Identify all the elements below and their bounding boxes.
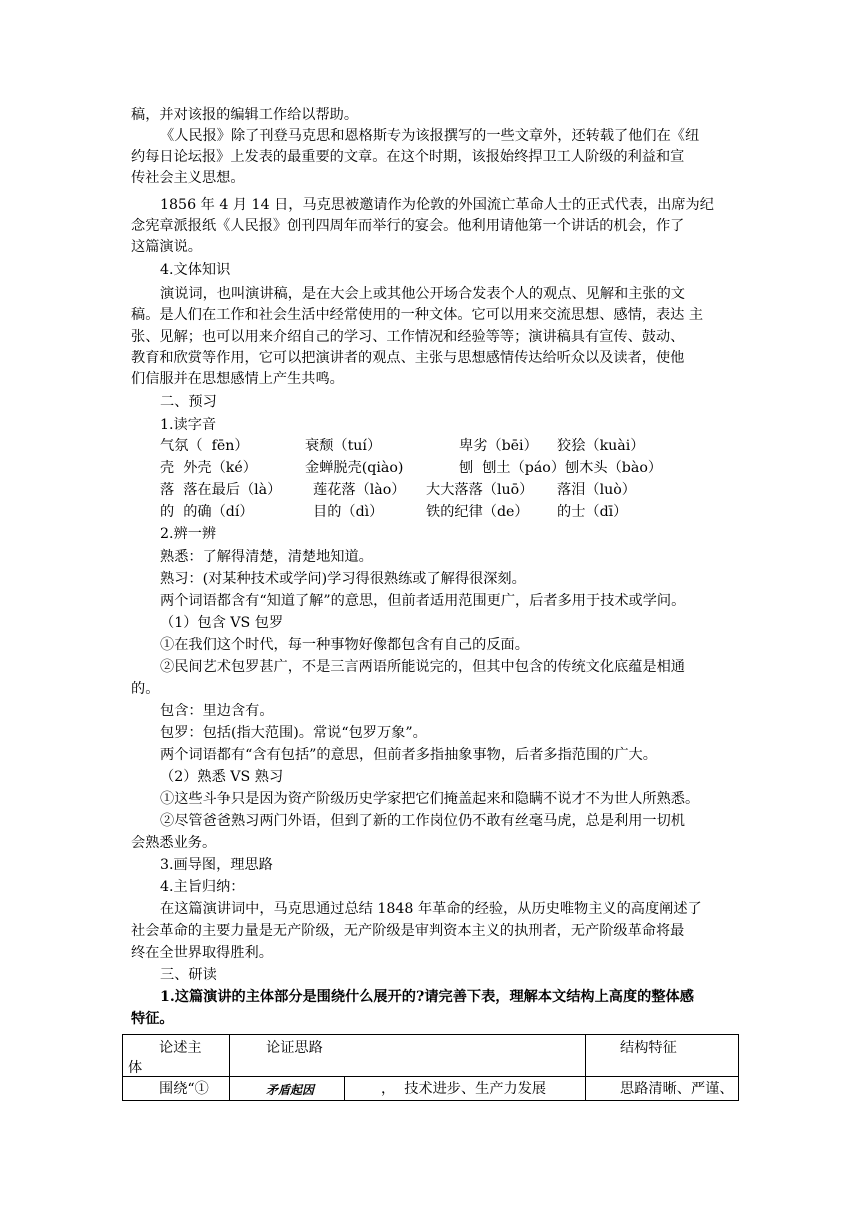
pronunciation-row bbox=[0, 458, 860, 478]
text-line: 教育和欣赏等作用，它可以把演讲者的观点、主张与思想感情传达给听众以及读者，使他 bbox=[131, 350, 685, 366]
text-line: 3.画导图，理思路 bbox=[160, 857, 273, 873]
text-line: 2.辨一辨 bbox=[160, 526, 217, 542]
table-cell-cause bbox=[230, 1077, 345, 1101]
text-line: 传社会主义思想。 bbox=[131, 170, 245, 186]
pronunciation-item: 壳 外壳（ké） bbox=[160, 460, 257, 476]
text-line: 包罗：包括(指大范围)。常说“包罗万象”。 bbox=[160, 725, 427, 741]
text-line: 稿，并对该报的编辑工作给以帮助。 bbox=[131, 107, 359, 123]
pronunciation-item: 金蝉脱壳(qiào) bbox=[305, 460, 404, 476]
text-line: 1856 年 4 月 14 日，马克思被邀请作为伦敦的外国流亡革命人士的正式代表，出席为纪 bbox=[160, 197, 714, 213]
table-header-reasoning bbox=[230, 1035, 586, 1077]
table-header-reasoning-label: 论证思路 bbox=[266, 1040, 323, 1056]
pronunciation-item: 卑劣（bēi） bbox=[459, 438, 538, 454]
text-line: 熟习：(对某种技术或学问)学习得很熟练或了解得很深刻。 bbox=[160, 571, 526, 587]
text-line: 念宪章派报纸《人民报》创刊四周年而举行的宴会。他利用请他第一个讲话的机会，作了 bbox=[131, 218, 685, 234]
text-line: 们信服并在思想感情上产生共鸣。 bbox=[131, 371, 344, 387]
text-line: 社会革命的主要力量是无产阶级，无产阶级是审判资本主义的执刑者，无产阶级革命将最 bbox=[131, 923, 685, 939]
analysis-table bbox=[122, 1034, 739, 1101]
text-line: ①这些斗争只是因为资产阶级历史学家把它们掩盖起来和隐瞒不说才不为世人所熟悉。 bbox=[160, 791, 700, 807]
pronunciation-row bbox=[0, 502, 860, 522]
text-line: 这篇演说。 bbox=[131, 239, 202, 255]
table-cell-structure-text: 思路清晰、严谨、 bbox=[620, 1081, 734, 1097]
pronunciation-item: 衰颓（tuí） bbox=[305, 438, 382, 454]
text-line: 演说词，也叫演讲稿，是在大会上或其他公开场合发表个人的观点、见解和主张的文 bbox=[160, 286, 685, 302]
text-line: 1.这篇演讲的主体部分是围绕什么展开的?请完善下表，理解本文结构上高度的整体感 bbox=[160, 989, 694, 1005]
text-line: 熟悉：了解得清楚，清楚地知道。 bbox=[160, 549, 373, 565]
text-line: 稿。是人们在工作和社会生活中经常使用的一种文体。它可以用来交流思想、感情，表达 主 bbox=[131, 307, 704, 323]
table-header-structure bbox=[586, 1035, 739, 1077]
text-line: ②尽管爸爸熟习两门外语，但到了新的工作岗位仍不敢有丝毫马虎，总是利用一切机 bbox=[160, 813, 685, 829]
table-header-structure-label: 结构特征 bbox=[620, 1040, 677, 1056]
table-cell-subject-text: 围绕“① bbox=[159, 1081, 209, 1097]
text-line: （1）包含 VS 包罗 bbox=[160, 615, 284, 631]
pronunciation-item: 的士（dī） bbox=[557, 504, 628, 520]
text-line: 4.文体知识 bbox=[160, 262, 231, 278]
text-line: 二、预习 bbox=[160, 394, 217, 410]
table-header-subject bbox=[123, 1035, 230, 1077]
text-line: ①在我们这个时代，每一种事物好像都包含有自己的反面。 bbox=[160, 637, 529, 653]
text-line: 终在全世界取得胜利。 bbox=[131, 945, 273, 961]
pronunciation-item: 落 落在最后（là） bbox=[160, 482, 282, 498]
text-line: （2）熟悉 VS 熟习 bbox=[160, 769, 284, 785]
text-line: 两个词语都含有“知道了解”的意思，但前者适用范围更广，后者多用于技术或学问。 bbox=[160, 593, 686, 609]
text-line: 《人民报》除了刊登马克思和恩格斯专为该报撰写的一些文章外，还转载了他们在《纽 bbox=[160, 128, 700, 144]
pronunciation-item: 目的（dì） bbox=[313, 504, 384, 520]
pronunciation-row bbox=[0, 480, 860, 500]
pronunciation-item: 落泪（luò） bbox=[557, 482, 636, 498]
text-line: 两个词语都有“含有包括”的意思，但前者多指抽象事物，后者多指范围的广大。 bbox=[160, 747, 657, 763]
text-line: 特征。 bbox=[131, 1011, 174, 1027]
text-line: 三、研读 bbox=[160, 967, 217, 983]
text-line: 1.读字音 bbox=[160, 417, 217, 433]
table-cell-structure bbox=[586, 1077, 739, 1101]
pronunciation-item: 气氛（ fēn） bbox=[160, 438, 249, 454]
table-cell-subject bbox=[123, 1077, 230, 1101]
pronunciation-item: 铁的纪律（de） bbox=[426, 504, 529, 520]
pronunciation-item: 刨 刨土（páo）刨木头（bào） bbox=[459, 460, 663, 476]
table-cell-cause-text: 矛盾起因 bbox=[266, 1083, 315, 1097]
text-line: 约每日论坛报》上发表的最重要的文章。在这个时期，该报始终捍卫工人阶级的利益和宣 bbox=[131, 149, 685, 165]
text-line: 包含：里边含有。 bbox=[160, 703, 274, 719]
text-line: 4.主旨归纳： bbox=[160, 879, 245, 895]
pronunciation-row bbox=[0, 436, 860, 456]
table-header-subject-line1: 论述主 bbox=[159, 1040, 202, 1056]
text-line: 会熟悉业务。 bbox=[131, 835, 217, 851]
pronunciation-item: 的 的确（dí） bbox=[160, 504, 254, 520]
table-cell-progress bbox=[345, 1077, 586, 1101]
text-line: ②民间艺术包罗甚广，不是三言两语所能说完的，但其中包含的传统文化底蕴是相通 bbox=[160, 659, 685, 675]
table-cell-progress-text: ， 技术进步、生产力发展 bbox=[381, 1081, 547, 1097]
table-header-subject-line2: 体 bbox=[128, 1060, 143, 1076]
pronunciation-item: 大大落落（luō） bbox=[426, 482, 534, 498]
text-line: 张、见解；也可以用来介绍自己的学习、工作情况和经验等等；演讲稿具有宣传、鼓动、 bbox=[131, 329, 685, 345]
text-line: 的。 bbox=[131, 681, 160, 697]
pronunciation-item: 莲花落（lào） bbox=[313, 482, 406, 498]
text-line: 在这篇演讲词中，马克思通过总结 1848 年革命的经验，从历史唯物主义的高度阐述了 bbox=[160, 901, 702, 917]
pronunciation-item: 狡狯（kuài） bbox=[557, 438, 645, 454]
